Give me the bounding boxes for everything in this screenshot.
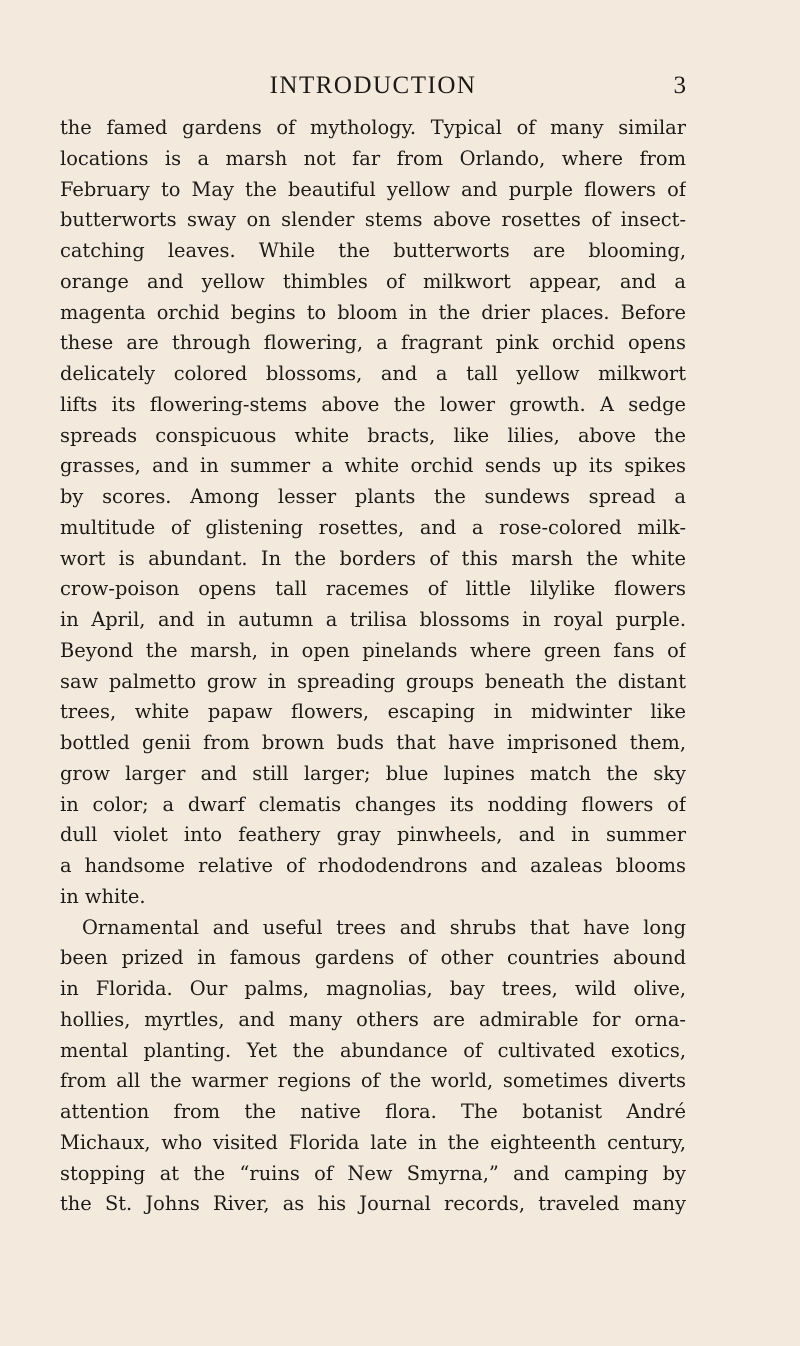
text-line: by scores. Among lesser plants the sundews spread a — [60, 485, 686, 508]
text-line: saw palmetto grow in spreading groups beneath the distant — [60, 669, 686, 693]
text-line: the St. Johns River, as his Journal records, traveled many — [60, 1192, 686, 1216]
text-line: wort is abundant. In the borders of this marsh the white — [60, 546, 686, 570]
text-line: stopping at the “ruins of New Smyrna,” and camping by — [60, 1161, 686, 1185]
text-line: spreads conspicuous white bracts, like lilies, above the — [60, 423, 686, 447]
text-line: these are through flowering, a fragrant pink orchid opens — [60, 331, 686, 355]
text-line: hollies, myrtles, and many others are admirable for orna- — [60, 1007, 686, 1031]
text-line: February to May the beautiful yellow and purple flowers of — [60, 177, 686, 201]
text-line: grasses, and in summer a white orchid sends up its spikes — [60, 454, 686, 478]
text-line: trees, white papaw flowers, escaping in midwinter like — [60, 700, 686, 724]
text-line: in Florida. Our palms, magnolias, bay trees, wild olive, — [60, 977, 686, 1000]
page-number: 3 — [673, 72, 686, 99]
paragraph — [60, 113, 686, 913]
text-line: bottled genii from brown buds that have imprisoned them, — [60, 731, 686, 754]
text-line: delicately colored blossoms, and a tall yellow milkwort — [60, 362, 686, 385]
text-line: attention from the native flora. The botanist André — [60, 1100, 686, 1123]
text-line: Ornamental and useful trees and shrubs that have long — [82, 915, 686, 939]
text-line: dull violet into feathery gray pinwheels, and in summer — [60, 823, 686, 847]
text-line: in April, and in autumn a trilisa blossoms in royal purple. — [60, 608, 686, 631]
text-line: lifts its flowering-stems above the lower growth. A sedge — [60, 392, 686, 416]
text-line: mental planting. Yet the abundance of cultivated exotics, — [60, 1038, 686, 1062]
text-line: butterworts sway on slender stems above rosettes of insect- — [60, 208, 686, 232]
text-line: in white. — [60, 884, 146, 908]
running-head — [60, 66, 686, 106]
text-line: in color; a dwarf clematis changes its nodding flowers of — [60, 792, 686, 816]
text-line: catching leaves. While the butterworts are blooming, — [60, 239, 686, 262]
text-line: the famed gardens of mythology. Typical of many similar — [60, 116, 686, 139]
paragraph — [60, 913, 686, 1221]
running-title: INTRODUCTION — [269, 72, 477, 99]
text-line: crow-poison opens tall racemes of little lilylike flowers — [60, 577, 686, 601]
text-line: locations is a marsh not far from Orlando, where from — [60, 146, 686, 170]
text-line: grow larger and still larger; blue lupines match the sky — [60, 761, 686, 785]
text-line: orange and yellow thimbles of milkwort appear, and a — [60, 269, 686, 293]
text-line: multitude of glistening rosettes, and a rose-colored milk- — [60, 515, 686, 539]
text-line: a handsome relative of rhododendrons and azaleas blooms — [60, 854, 686, 877]
text-line: been prized in famous gardens of other countries abound — [60, 946, 686, 970]
body-text — [60, 113, 686, 1220]
text-line: Beyond the marsh, in open pinelands where green fans of — [60, 638, 686, 662]
text-line: magenta orchid begins to bloom in the drier places. Before — [60, 300, 686, 324]
text-line: from all the warmer regions of the world, sometimes diverts — [60, 1069, 686, 1093]
text-line: Michaux, who visited Florida late in the eighteenth century, — [60, 1130, 686, 1154]
